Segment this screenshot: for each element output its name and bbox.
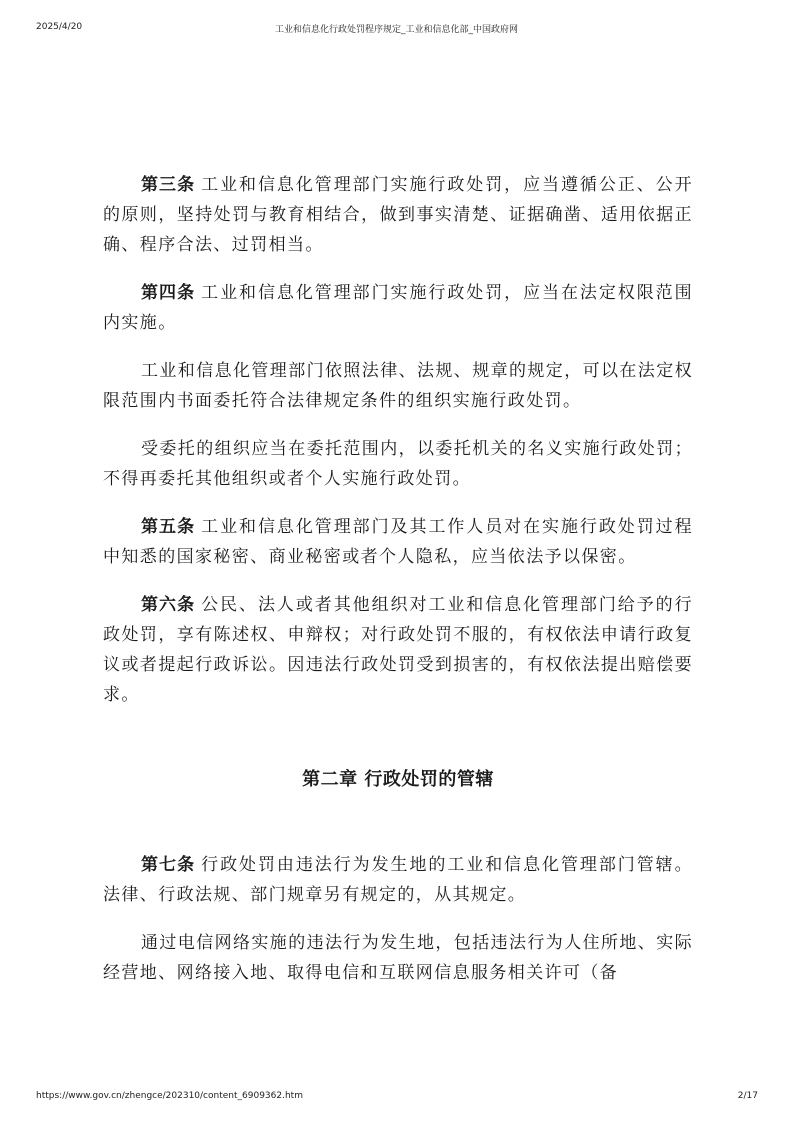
article-text: 受委托的组织应当在委托范围内，以委托机关的名义实施行政处罚；不得再委托其他组织或者个人实施行政处罚。 [103, 439, 693, 489]
article-text: 通过电信网络实施的违法行为发生地，包括违法行为人住所地、实际经营地、网络接入地、取得电信和互联网信息服务相关许可（备 [103, 933, 693, 983]
document-body [103, 170, 693, 1006]
article-number: 第三条 [141, 175, 196, 195]
article-number: 第五条 [141, 517, 196, 537]
article-3-paragraph [103, 170, 693, 260]
print-header [0, 22, 793, 36]
article-text: 工业和信息化管理部门实施行政处罚，应当遵循公正、公开的原则，坚持处罚与教育相结合，做到事实清楚、证据确凿、适用依据正确、程序合法、过罚相当。 [103, 175, 694, 255]
article-text: 行政处罚由违法行为发生地的工业和信息化管理部门管辖。法律、行政法规、部门规章另有规定的，从其规定。 [103, 855, 694, 905]
article-4-paragraph [103, 278, 693, 338]
article-number: 第六条 [141, 595, 196, 615]
article-4-clause-3 [103, 434, 693, 494]
article-7-clause-2 [103, 928, 693, 988]
print-date: 2025/4/20 [36, 22, 83, 32]
article-text: 公民、法人或者其他组织对工业和信息化管理部门给予的行政处罚，享有陈述权、申辩权；对行政处罚不服的，有权依法申请行政复议或者提起行政诉讼。因违法行政处罚受到损害的，有权依法提出赔偿要求。 [103, 595, 694, 705]
print-page-title: 工业和信息化行政处罚程序规定_工业和信息化部_中国政府网 [274, 25, 518, 35]
article-6-paragraph [103, 590, 693, 710]
chapter-heading: 第二章 行政处罚的管辖 [302, 769, 494, 790]
article-number: 第四条 [141, 283, 196, 303]
print-footer [0, 1091, 793, 1105]
page-url: https://www.gov.cn/zhengce/202310/content_6909362.htm [36, 1091, 303, 1101]
article-number: 第七条 [141, 855, 196, 875]
article-5-paragraph [103, 512, 693, 572]
article-text: 工业和信息化管理部门及其工作人员对在实施行政处罚过程中知悉的国家秘密、商业秘密或者个人隐私，应当依法予以保密。 [103, 517, 694, 567]
article-text: 工业和信息化管理部门实施行政处罚，应当在法定权限范围内实施。 [103, 283, 694, 333]
page-number: 2/17 [737, 1091, 758, 1101]
article-text: 工业和信息化管理部门依照法律、法规、规章的规定，可以在法定权限范围内书面委托符合法律规定条件的组织实施行政处罚。 [103, 361, 693, 411]
article-7-paragraph [103, 850, 693, 910]
article-4-clause-2 [103, 356, 693, 416]
